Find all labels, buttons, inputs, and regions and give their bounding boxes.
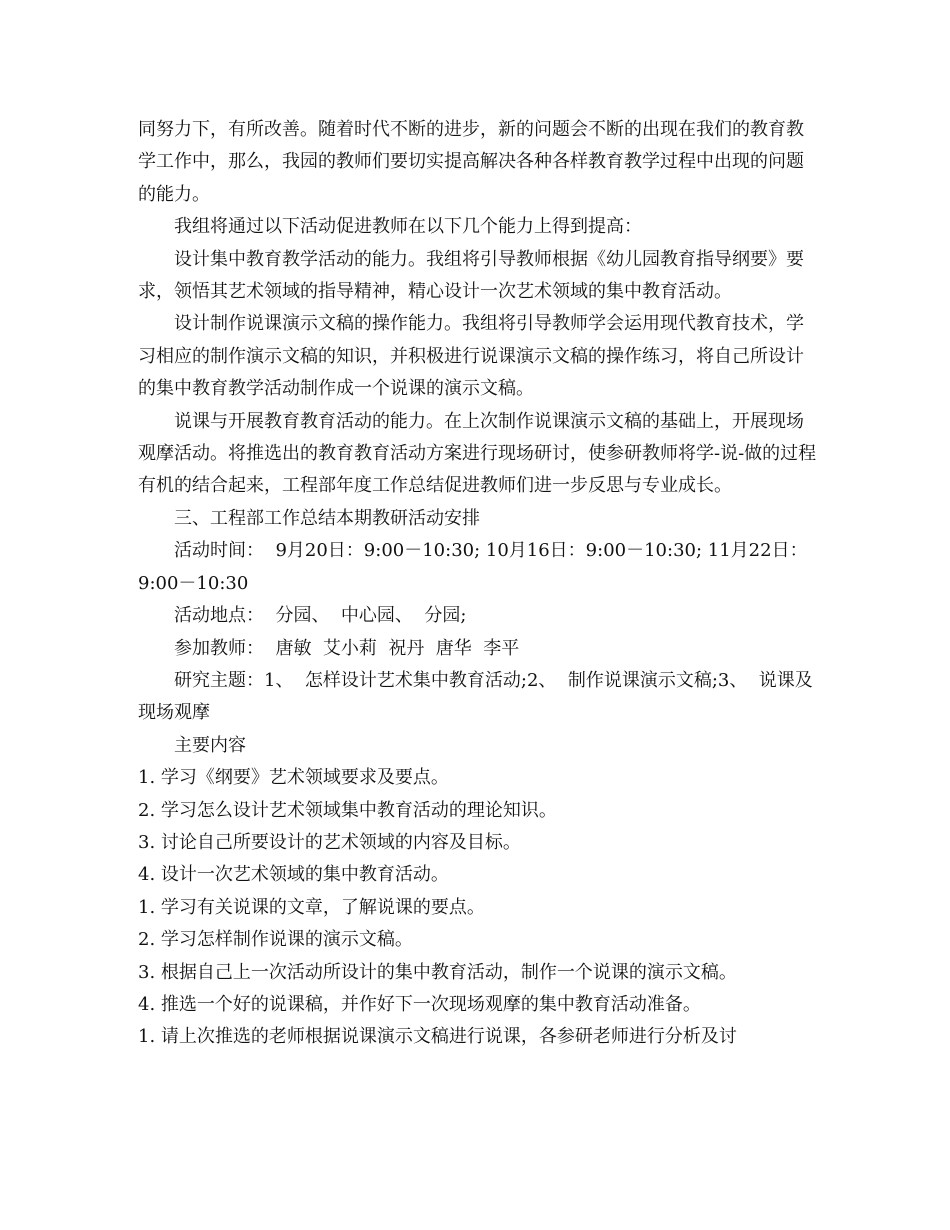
list-item: 3. 讨论自己所要设计的艺术领域的内容及目标。 bbox=[138, 831, 521, 853]
paragraph-continuation: 同努力下，有所改善。随着时代不断的进步，新的问题会不断的出现在我们的教育教学工作中，那么，我园的教师们要切实提高解决各种各样教育教学过程中出现的问题的能力。 bbox=[138, 119, 804, 205]
main-content-heading: 主要内容 bbox=[174, 734, 246, 756]
list-item: 4. 设计一次艺术领域的集中教育活动。 bbox=[138, 864, 449, 886]
list-item: 3. 根据自己上一次活动所设计的集中教育活动，制作一个说课的演示文稿。 bbox=[138, 961, 737, 983]
list-item: 1. 学习《纲要》艺术领域要求及要点。 bbox=[138, 767, 449, 789]
list-item: 1. 学习有关说课的文章，了解说课的要点。 bbox=[138, 896, 485, 918]
list-item: 4. 推选一个好的说课稿，并作好下一次现场观摩的集中教育活动准备。 bbox=[138, 993, 701, 1015]
paragraph-design-ability: 设计集中教育教学活动的能力。我组将引导教师根据《幼儿园教育指导纲要》要求，领悟其艺术领域的指导精神，精心设计一次艺术领域的集中教育活动。 bbox=[138, 248, 804, 303]
activity-time: 活动时间： 9月20日：9:00－10:30; 10月16日：9:00－10:30; 11月22日：9:00－10:30 bbox=[138, 540, 808, 594]
research-topics: 研究主题：1、 怎样设计艺术集中教育活动;2、 制作说课演示文稿;3、 说课及现场观摩 bbox=[138, 669, 813, 724]
activity-location: 活动地点： 分园、 中心园、 分园; bbox=[174, 605, 467, 627]
paragraph-intro: 我组将通过以下活动促进教师在以下几个能力上得到提高： bbox=[174, 216, 642, 238]
section-heading: 三、工程部工作总结本期教研活动安排 bbox=[174, 507, 480, 529]
participating-teachers: 参加教师： 唐敏 艾小莉 祝丹 唐华 李平 bbox=[174, 637, 520, 659]
list-item: 2. 学习怎样制作说课的演示文稿。 bbox=[138, 929, 413, 951]
document-body bbox=[138, 114, 818, 1054]
list-item: 1. 请上次推选的老师根据说课演示文稿进行说课，各参研老师进行分析及讨 bbox=[138, 1026, 737, 1048]
list-item: 2. 学习怎么设计艺术领域集中教育活动的理论知识。 bbox=[138, 799, 557, 821]
paragraph-lecture-ability: 说课与开展教育教育活动的能力。在上次制作说课演示文稿的基础上，开展现场观摩活动。将推选出的教育教育活动方案进行现场研讨，使参研教师将学-说-做的过程有机的结合起来，工程部年度工作总结促进教师们进一步反思与专业成长。 bbox=[138, 410, 817, 497]
paragraph-slides-ability: 设计制作说课演示文稿的操作能力。我组将引导教师学会运用现代教育技术，学习相应的制作演示文稿的知识，并积极进行说课演示文稿的操作练习，将自己所设计的集中教育教学活动制作成一个说课的演示文稿。 bbox=[138, 313, 804, 400]
